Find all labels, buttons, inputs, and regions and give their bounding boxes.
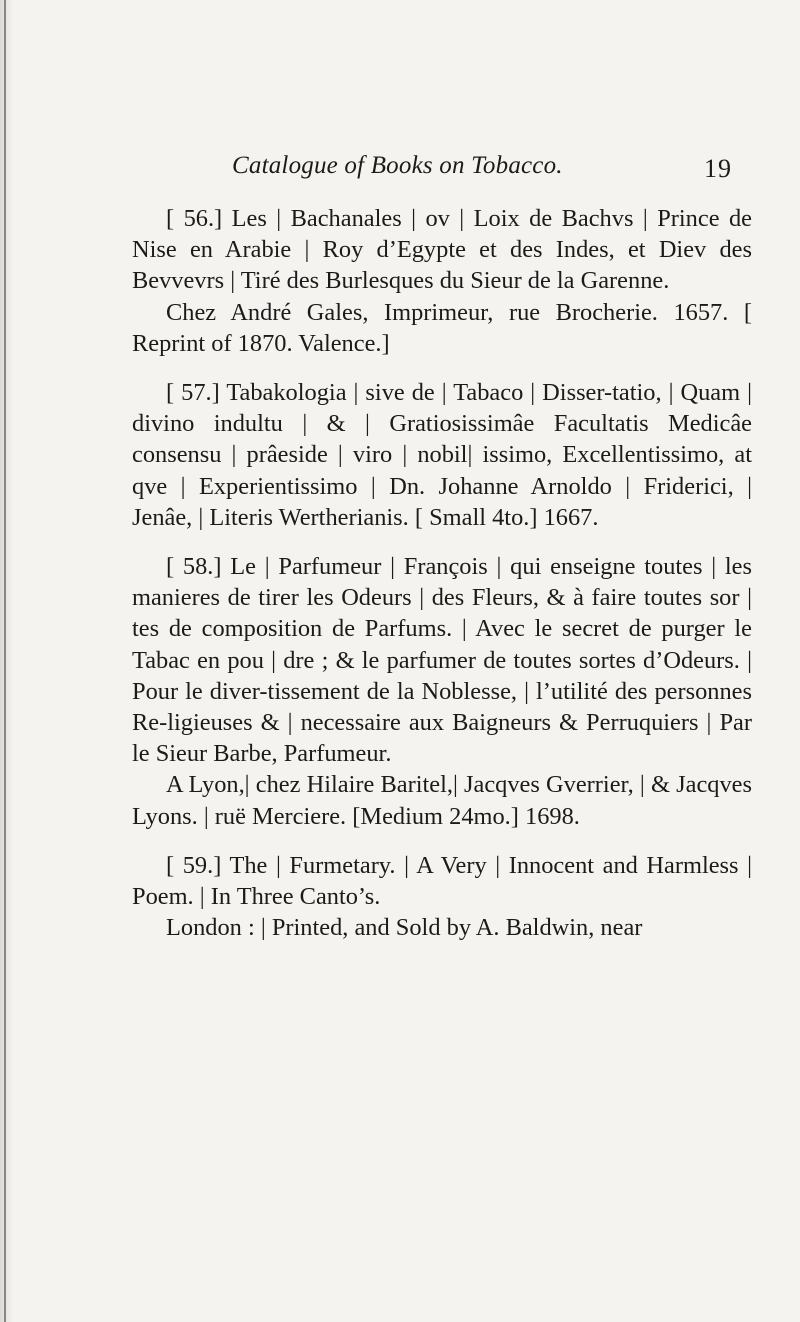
page-gutter-shadow: [0, 0, 14, 1322]
entry-59-imprint: London : | Printed, and Sold by A. Baldwin, near: [166, 914, 643, 942]
catalogue-entry-56: [132, 203, 752, 359]
page-header: [232, 152, 732, 192]
catalogue-entries: [132, 203, 752, 961]
entry-59-title: [ 59.] The | Furmetary. | A Very | Innocent and Harmless | Poem. | In Three Canto’s.: [132, 851, 752, 911]
catalogue-entry-57: [132, 377, 752, 533]
catalogue-entry-58: [132, 551, 752, 832]
entry-56-title: [ 56.] Les | Bachanales | ov | Loix de Bachvs | Prince de Nise en Arabie | Roy d’Egypte et des Indes, et Diev des Bevvevrs | Tiré des Burlesques du Sieur de la Garenne.: [132, 205, 752, 295]
page-number: 19: [704, 154, 732, 183]
running-title: Catalogue of Books on Tobacco.: [232, 152, 563, 179]
entry-57-title: [ 57.] Tabakologia | sive de | Tabaco | Disser-tatio, | Quam | divino indultu | & | Gratiosissimâe Facultatis Medicâe consensu | prâeside | viro | nobil| issimo, Excellentissimo, at qve | Experientissimo | Dn. Johanne Arnoldo | Friderici, | Jenâe, | Literis Wertherianis. [ Small 4to.] 1667.: [132, 379, 752, 531]
entry-56-imprint: Chez André Gales, Imprimeur, rue Brocherie. 1657. [ Reprint of 1870. Valence.]: [132, 298, 752, 357]
entry-58-imprint: A Lyon,| chez Hilaire Baritel,| Jacqves Gverrier, | & Jacqves Lyons. | ruë Merciere. [Medium 24mo.] 1698.: [132, 771, 752, 830]
page-edge-line: [4, 0, 6, 1322]
entry-58-title: [ 58.] Le | Parfumeur | François | qui enseigne toutes | les manieres de tirer les Odeurs | des Fleurs, & à faire toutes sor | tes de composition de Parfums. | Avec le secret de purger le Tabac en pou | dre ; & le parfumer de toutes sortes d’Odeurs. | Pour le diver-tissement de la Noblesse, | l’utilité des personnes Re-ligieuses & | necessaire aux Baigneurs & Perruquiers | Par le Sieur Barbe, Parfumeur.: [132, 553, 752, 768]
catalogue-entry-59: [132, 850, 752, 944]
